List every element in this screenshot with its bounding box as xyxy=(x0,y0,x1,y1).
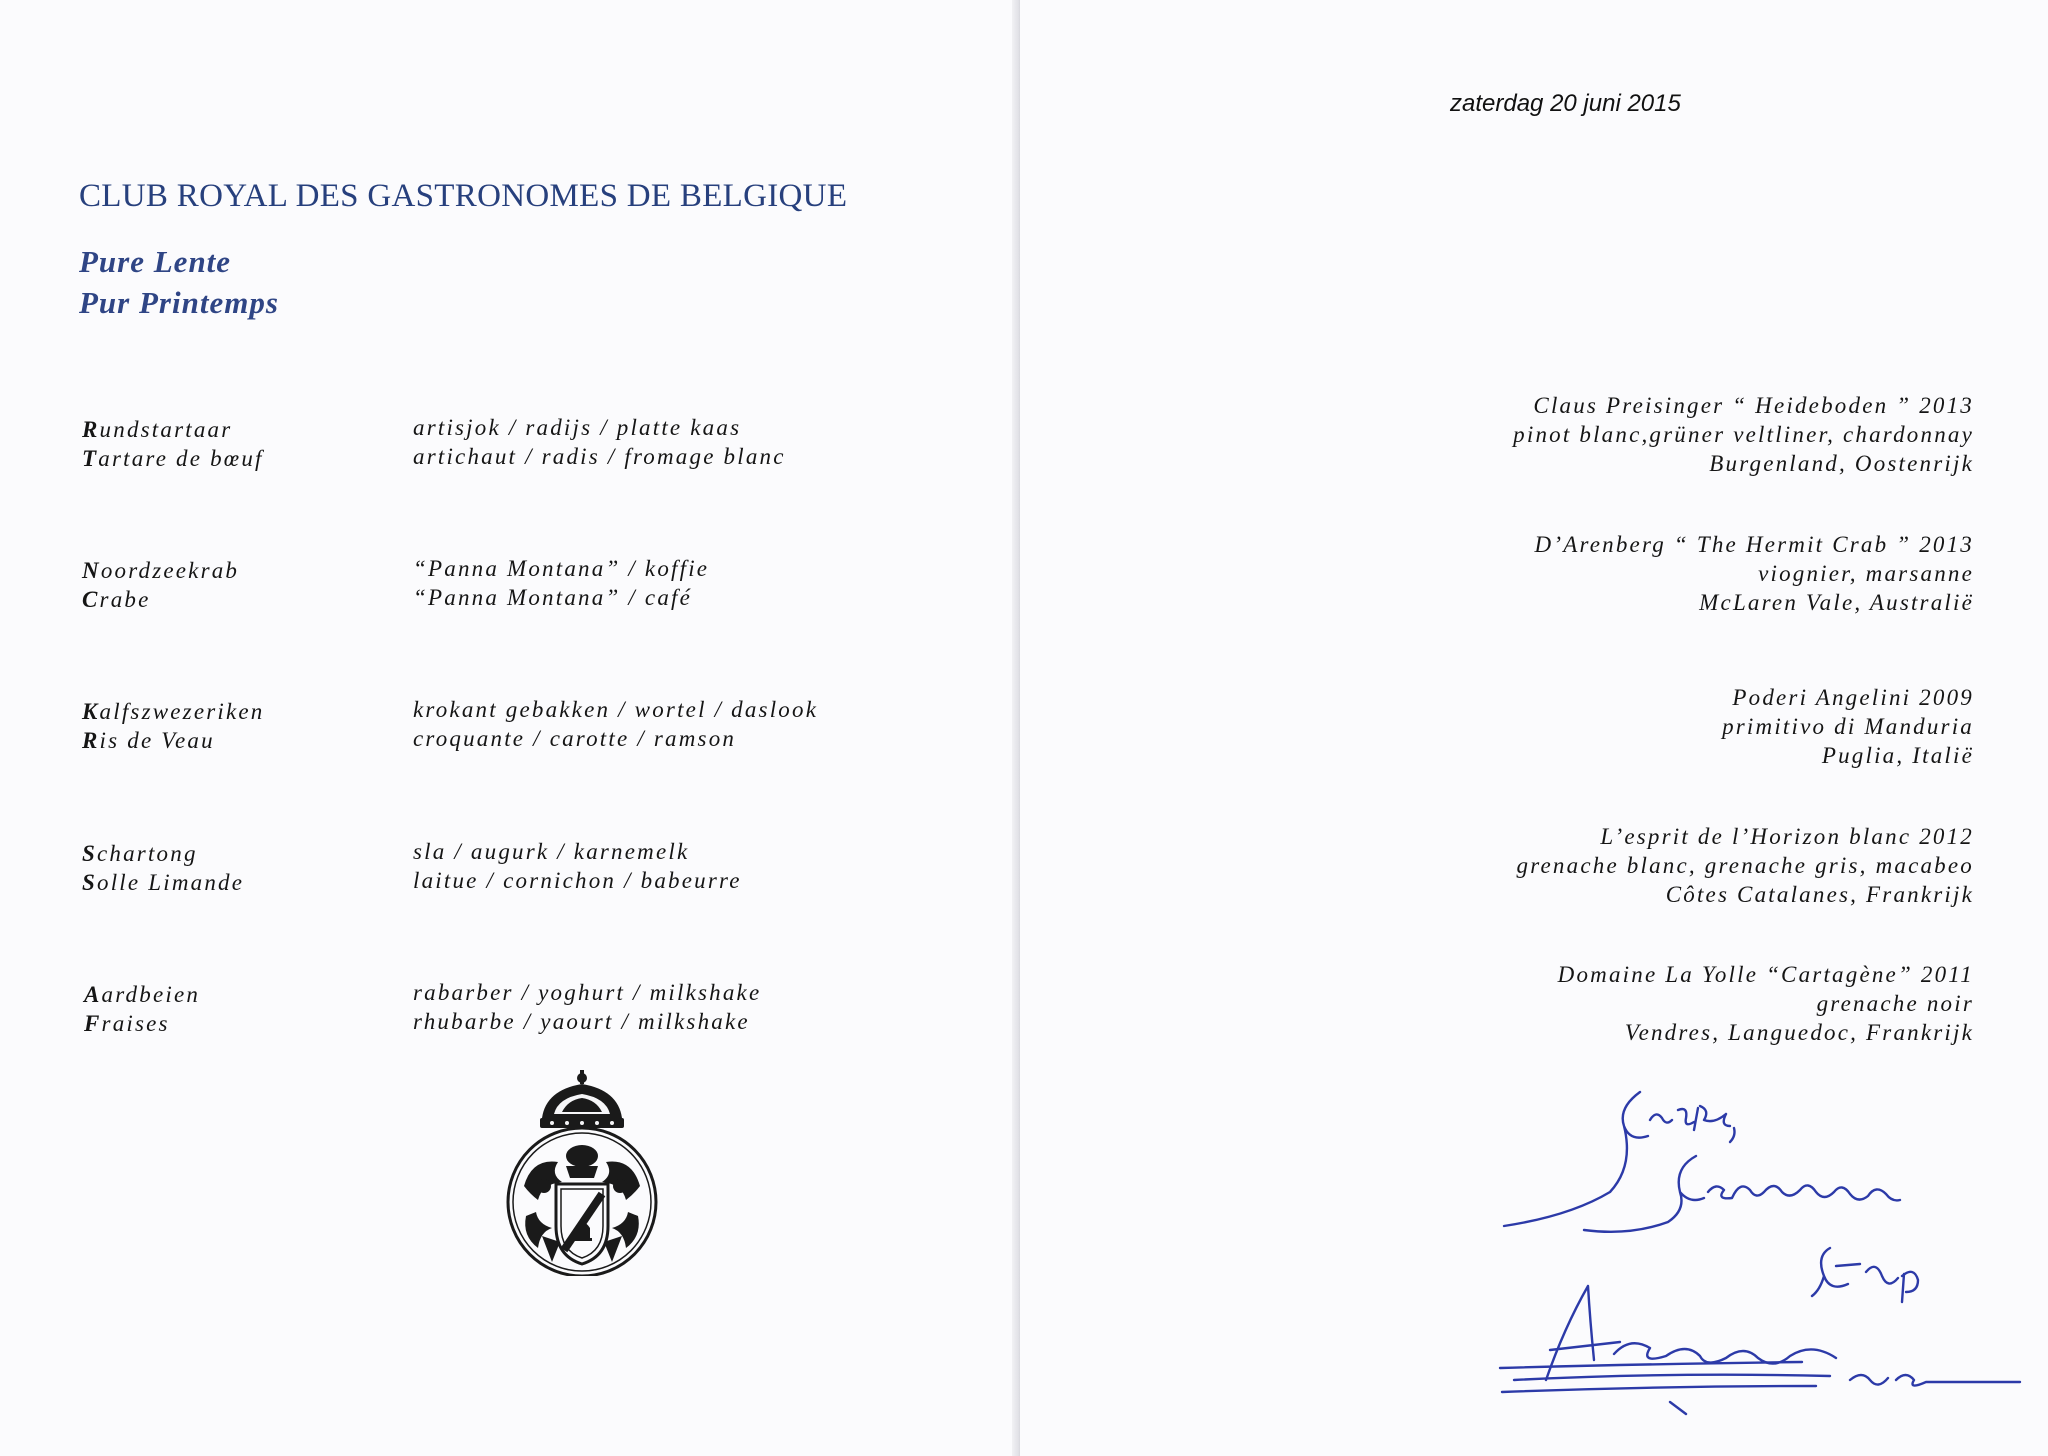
course-1-name-nl: Rundstartaar xyxy=(82,417,233,442)
wine-3-grapes: primitivo di Manduria xyxy=(1722,714,1974,739)
wine-5-grapes: grenache noir xyxy=(1816,991,1974,1016)
course-1-desc-nl: artisjok / radijs / platte kaas xyxy=(413,415,742,440)
course-4-name-nl: Schartong xyxy=(82,841,198,866)
course-3-name-fr: Ris de Veau xyxy=(82,728,215,753)
wine-3-name: Poderi Angelini 2009 xyxy=(1732,685,1974,710)
menu-subtitle-fr: Pur Printemps xyxy=(79,285,279,320)
course-2-name-fr: Crabe xyxy=(82,587,151,612)
course-1-name-fr: Tartare de bœuf xyxy=(82,446,264,471)
wine-2-grapes: viognier, marsanne xyxy=(1758,561,1974,586)
wine-4-region: Côtes Catalanes, Frankrijk xyxy=(1665,882,1974,907)
wine-4-grapes: grenache blanc, grenache gris, macabeo xyxy=(1516,853,1974,878)
wine-2-region: McLaren Vale, Australië xyxy=(1699,590,1974,615)
wine-2-name: D’Arenberg “ The Hermit Crab ” 2013 xyxy=(1534,532,1974,557)
course-4-desc-nl: sla / augurk / karnemelk xyxy=(413,839,690,864)
wine-3-region: Puglia, Italië xyxy=(1821,743,1974,768)
course-5-desc-nl: rabarber / yoghurt / milkshake xyxy=(413,980,762,1005)
menu-left-page xyxy=(0,0,1016,1456)
course-5-name-nl: Aardbeien xyxy=(84,982,201,1007)
course-5-name-fr: Fraises xyxy=(84,1011,170,1036)
wine-5-region: Vendres, Languedoc, Frankrijk xyxy=(1624,1020,1974,1045)
course-5-desc-fr: rhubarbe / yaourt / milkshake xyxy=(413,1009,750,1034)
menu-subtitle-nl: Pure Lente xyxy=(79,244,232,279)
course-4-desc-fr: laitue / cornichon / babeurre xyxy=(413,868,742,893)
wine-1-grapes: pinot blanc,grüner veltliner, chardonnay xyxy=(1513,422,1974,447)
course-1-desc-fr: artichaut / radis / fromage blanc xyxy=(413,444,786,469)
course-2-desc-nl: “Panna Montana” / koffie xyxy=(413,556,710,581)
course-4-name-fr: Solle Limande xyxy=(82,870,245,895)
wine-5-name: Domaine La Yolle “Cartagène” 2011 xyxy=(1557,962,1974,987)
handwritten-signatures-icon xyxy=(1490,1080,2030,1420)
event-date: zaterdag 20 juni 2015 xyxy=(1450,90,1681,117)
wine-1-region: Burgenland, Oostenrijk xyxy=(1709,451,1974,476)
wine-4-name: L’esprit de l’Horizon blanc 2012 xyxy=(1600,824,1974,849)
course-3-desc-nl: krokant gebakken / wortel / daslook xyxy=(413,697,819,722)
club-title: CLUB ROYAL DES GASTRONOMES DE BELGIQUE xyxy=(79,178,848,214)
wine-1-name: Claus Preisinger “ Heideboden ” 2013 xyxy=(1533,393,1974,418)
course-3-desc-fr: croquante / carotte / ramson xyxy=(413,726,737,751)
course-2-desc-fr: “Panna Montana” / café xyxy=(413,585,693,610)
course-3-name-nl: Kalfszwezeriken xyxy=(82,699,265,724)
royal-crest-icon xyxy=(502,1066,662,1276)
course-2-name-nl: Noordzeekrab xyxy=(82,558,240,583)
